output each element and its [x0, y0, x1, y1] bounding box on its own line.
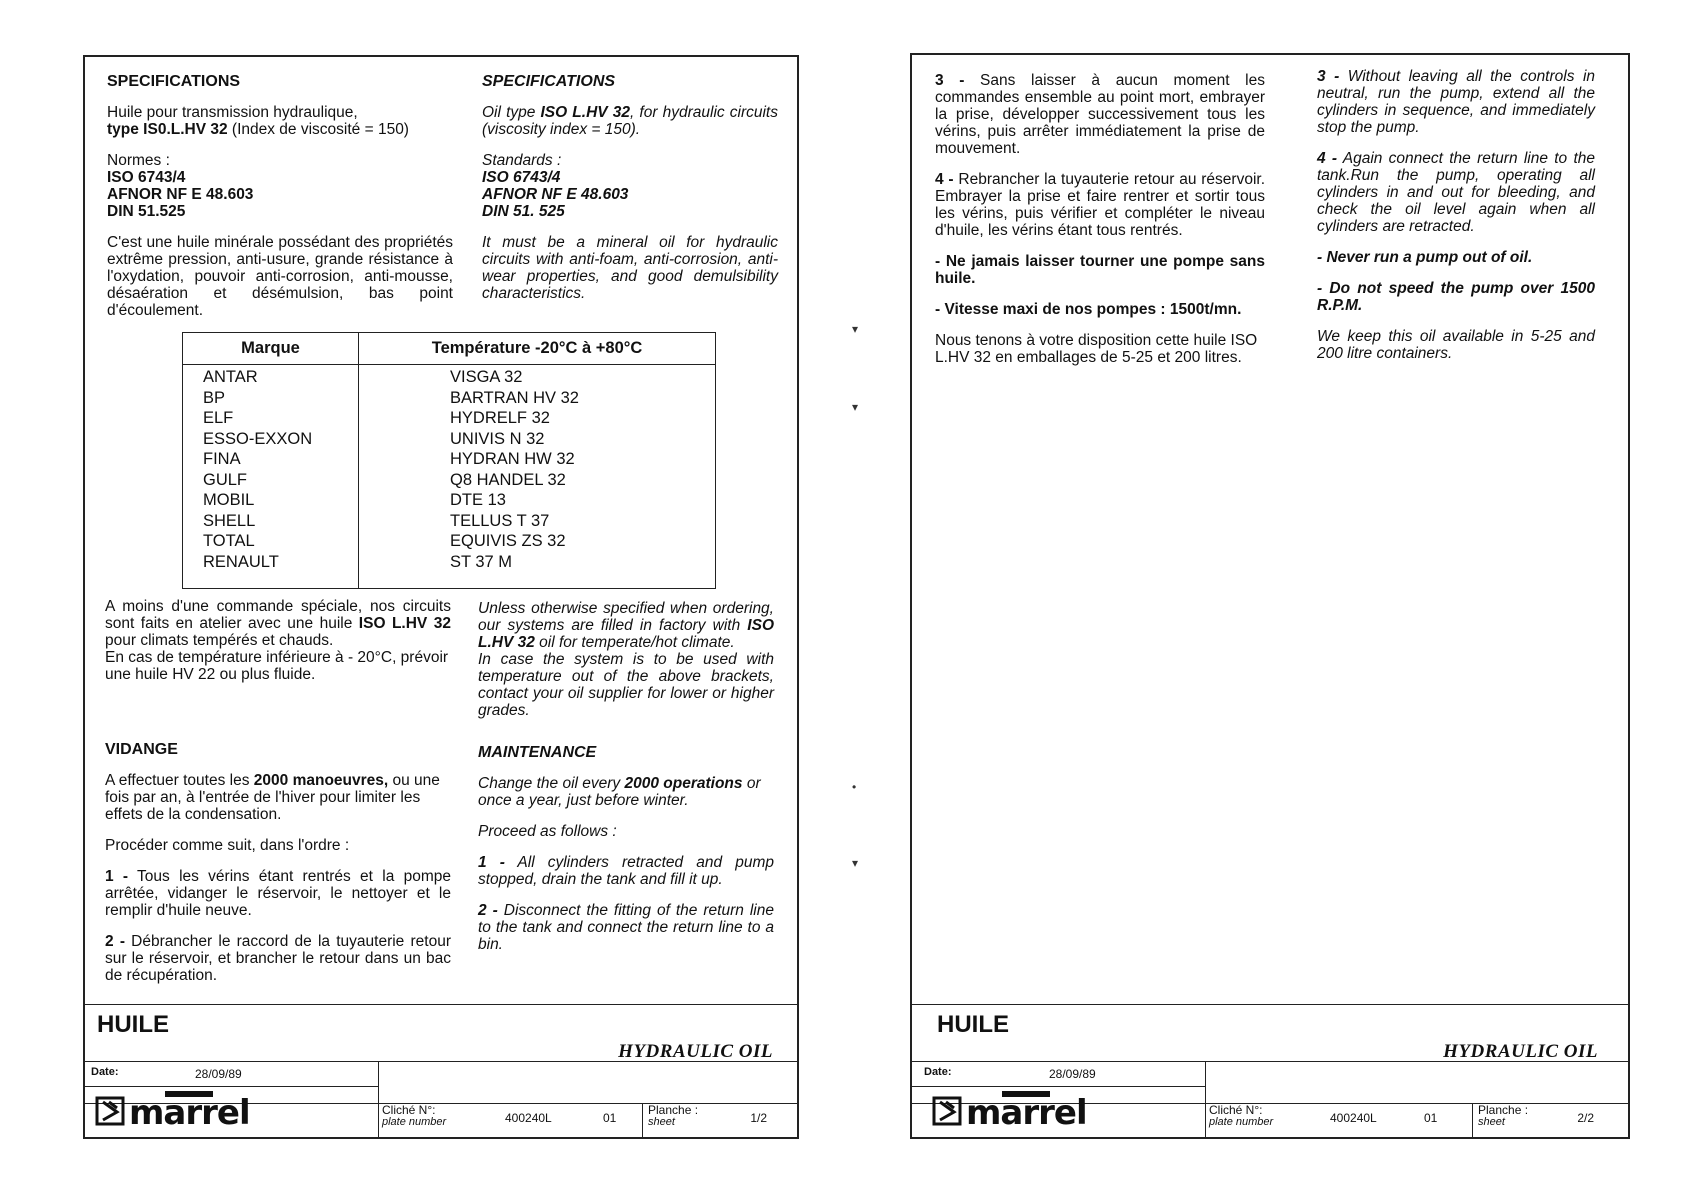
oil-type-en: Oil type ISO L.HV 32, for hydraulic circuits (viscosity index = 150).: [482, 104, 778, 138]
incase-en: In case the system is to be used with temperature out of the above brackets, contact your oil supplier for lower or higher grades.: [478, 651, 774, 719]
cliche-number: 01: [1424, 1111, 1438, 1125]
brand-cell: ELF: [203, 409, 234, 427]
step3-fr: 3 - Sans laisser à aucun moment les commandes ensemble au point mort, embrayer la prise, développer successivement tous les vérins, puis arrêter immédiatement la prise de mouvement.: [935, 72, 1265, 157]
step4-en: 4 - Again connect the return line to the tank.Run the pump, operating all cylinders in and out for bleeding, and check the oil level again when all cylinders are retracted.: [1317, 150, 1595, 235]
step2-en: 2 - Disconnect the fitting of the return line to the tank and connect the return line to a bin.: [478, 902, 774, 953]
product-cell: EQUIVIS ZS 32: [450, 532, 566, 550]
never-en: - Never run a pump out of oil.: [1317, 249, 1533, 266]
marrel-logo: [932, 1088, 1122, 1136]
brand-cell: ANTAR: [203, 368, 258, 386]
standards-en: Standards : ISO 6743/4 AFNOR NF E 48.603 DIN 51. 525: [482, 152, 629, 220]
date-value: 28/09/89: [1049, 1067, 1096, 1081]
blank-cell: [1205, 1062, 1628, 1104]
planche-divider: [642, 1104, 643, 1137]
product-cell: ST 37 M: [450, 552, 513, 571]
sheet2-right: [1317, 68, 1595, 376]
title-block: [85, 1004, 797, 1137]
sheet2-left: [935, 72, 1265, 380]
logo-text: marrel: [129, 1093, 250, 1133]
sheet1-left-bottom: [105, 598, 451, 998]
date-label: Date:: [91, 1066, 119, 1078]
planche-label: Planche : sheet: [1478, 1103, 1529, 1128]
date-cell: [912, 1062, 1206, 1087]
brand-cell: TOTAL: [203, 532, 255, 550]
title-hydraulic-oil: HYDRAULIC OIL: [618, 1041, 773, 1062]
product-list: [450, 367, 579, 572]
sheet-1: [83, 55, 799, 1139]
brand-cell: GULF: [203, 470, 248, 489]
scan-mark: •: [852, 780, 857, 794]
low-temp-fr: En cas de température inférieure à - 20°C, prévoir une huile HV 22 ou plus fluide.: [105, 649, 449, 683]
product-cell: VISGA 32: [450, 368, 523, 386]
product-cell: UNIVIS N 32: [450, 429, 545, 448]
never-fr: - Ne jamais laisser tourner une pompe sans huile.: [935, 253, 1265, 287]
blank-cell: [378, 1062, 797, 1104]
product-cell: DTE 13: [450, 491, 506, 509]
maintenance-title: MAINTENANCE: [478, 744, 597, 761]
step2-fr: 2 - Débrancher le raccord de la tuyauterie retour sur le réservoir, et brancher le retour dans un bac de récupération.: [105, 933, 451, 984]
step4-fr: 4 - Rebrancher la tuyauterie retour au réservoir. Embrayer la prise et faire rentrer et sortir tous les vérins, puis vérifier et compléter le niveau d'huile, les vérins étant tous rentrés.: [935, 171, 1266, 239]
oil-type-fr: Huile pour transmission hydraulique, type IS0.L.HV 32 (Index de viscosité = 150): [107, 104, 409, 138]
product-cell: Q8 HANDEL 32: [450, 470, 566, 489]
title-huile: HUILE: [937, 1011, 1009, 1038]
brand-cell: ESSO-EXXON: [203, 429, 313, 448]
logo-text: marrel: [966, 1093, 1087, 1133]
brand-cell: BP: [203, 388, 226, 407]
brand-cell: SHELL: [203, 511, 256, 530]
norms-fr: Normes : ISO 6743/4 AFNOR NF E 48.603 DIN 51.525: [107, 152, 254, 220]
table-header-brand: Marque: [241, 339, 300, 357]
oil-brand-table: [182, 332, 716, 589]
plate-row: [85, 1093, 797, 1137]
scan-mark: ▾: [852, 322, 859, 336]
available-fr: Nous tenons à votre disposition cette huile ISO L.HV 32 en emballages de 5-25 et 200 litres.: [935, 332, 1258, 366]
planche-value: 2/2: [1577, 1111, 1594, 1125]
speed-en: - Do not speed the pump over 1500 R.P.M.: [1317, 280, 1595, 314]
special-order-fr: A moins d'une commande spéciale, nos circuits sont faits en atelier avec une huile ISO L.HV 32 pour climats tempérés et chauds.: [105, 598, 451, 649]
cliche-value: 400240L: [505, 1111, 552, 1125]
spec-title-en: SPECIFICATIONS: [482, 73, 616, 90]
sheet1-right-top: [482, 73, 778, 316]
marrel-logo: [95, 1088, 285, 1136]
sheet1-left-top: [107, 73, 453, 333]
cliche-label: Cliché N°: plate number: [1209, 1103, 1274, 1128]
brand-cell: MOBIL: [203, 491, 255, 509]
title-hydraulic-oil: HYDRAULIC OIL: [1443, 1041, 1598, 1062]
step3-en: 3 - Without leaving all the controls in neutral, run the pump, extend all the cylinders in sequence, and immediately stop the pump.: [1317, 68, 1596, 136]
available-en: We keep this oil available in 5-25 and 200 litre containers.: [1317, 328, 1595, 362]
scan-mark: ▾: [852, 400, 859, 414]
step1-fr: 1 - Tous les vérins étant rentrés et la pompe arrêtée, vidanger le réservoir, le nettoyer et le remplir d'huile neuve.: [105, 868, 451, 919]
brand-list: [203, 367, 312, 572]
spec-title-fr: SPECIFICATIONS: [107, 73, 241, 90]
vidange-title: VIDANGE: [105, 741, 178, 758]
brand-cell: FINA: [203, 450, 241, 468]
cliche-number: 01: [603, 1111, 617, 1125]
product-cell: HYDRAN HW 32: [450, 450, 575, 468]
maintenance-text: Change the oil every 2000 operations or once a year, just before winter.: [478, 775, 761, 809]
planche-label: Planche : sheet: [648, 1103, 699, 1128]
mineral-en: It must be a mineral oil for hydraulic circuits with anti-foam, anti-corrosion, anti-wear properties, and good demulsibility characteristics.: [482, 234, 778, 302]
unless-en: Unless otherwise specified when ordering, our systems are filled in factory with ISO L.HV 32 oil for temperate/hot climate.: [478, 600, 774, 651]
table-divider: [358, 333, 359, 588]
table-header-line: [183, 364, 715, 365]
plate-divider: [1205, 1104, 1206, 1137]
scan-mark: ▾: [852, 856, 859, 870]
step1-en: 1 - All cylinders retracted and pump stopped, drain the tank and fill it up.: [478, 854, 774, 888]
sheet1-right-bottom: [478, 600, 774, 967]
product-cell: BARTRAN HV 32: [450, 388, 579, 407]
brand-cell: RENAULT: [203, 552, 279, 571]
planche-value: 1/2: [750, 1111, 767, 1125]
cliche-value: 400240L: [1330, 1111, 1377, 1125]
date-label: Date:: [924, 1066, 952, 1078]
date-cell: [85, 1062, 379, 1087]
sheet-2: [910, 53, 1630, 1139]
title-block: [912, 1004, 1628, 1137]
date-value: 28/09/89: [195, 1067, 242, 1081]
title-huile: HUILE: [97, 1011, 169, 1038]
mineral-fr: C'est une huile minérale possédant des propriétés extrême pression, anti-usure, grande résistance à l'oxydation, pouvoir anti-corrosion, anti-mousse, désaération et désémulsion, bas point d'écoulement.: [107, 234, 453, 319]
plate-divider: [378, 1104, 379, 1137]
product-cell: HYDRELF 32: [450, 409, 550, 427]
proceder-text: Procéder comme suit, dans l'ordre :: [105, 837, 350, 854]
cliche-label: Cliché N°: plate number: [382, 1103, 447, 1128]
proceed-text: Proceed as follows :: [478, 823, 617, 840]
vidange-text: A effectuer toutes les 2000 manoeuvres, ou une fois par an, à l'entrée de l'hiver pour limiter les effets de la condensation.: [105, 772, 440, 823]
product-cell: TELLUS T 37: [450, 511, 550, 530]
planche-divider: [1472, 1104, 1473, 1137]
speed-fr: - Vitesse maxi de nos pompes : 1500t/mn.: [935, 301, 1242, 318]
table-header-temperature: Température -20°C à +80°C: [431, 339, 643, 357]
plate-row: [912, 1093, 1628, 1137]
